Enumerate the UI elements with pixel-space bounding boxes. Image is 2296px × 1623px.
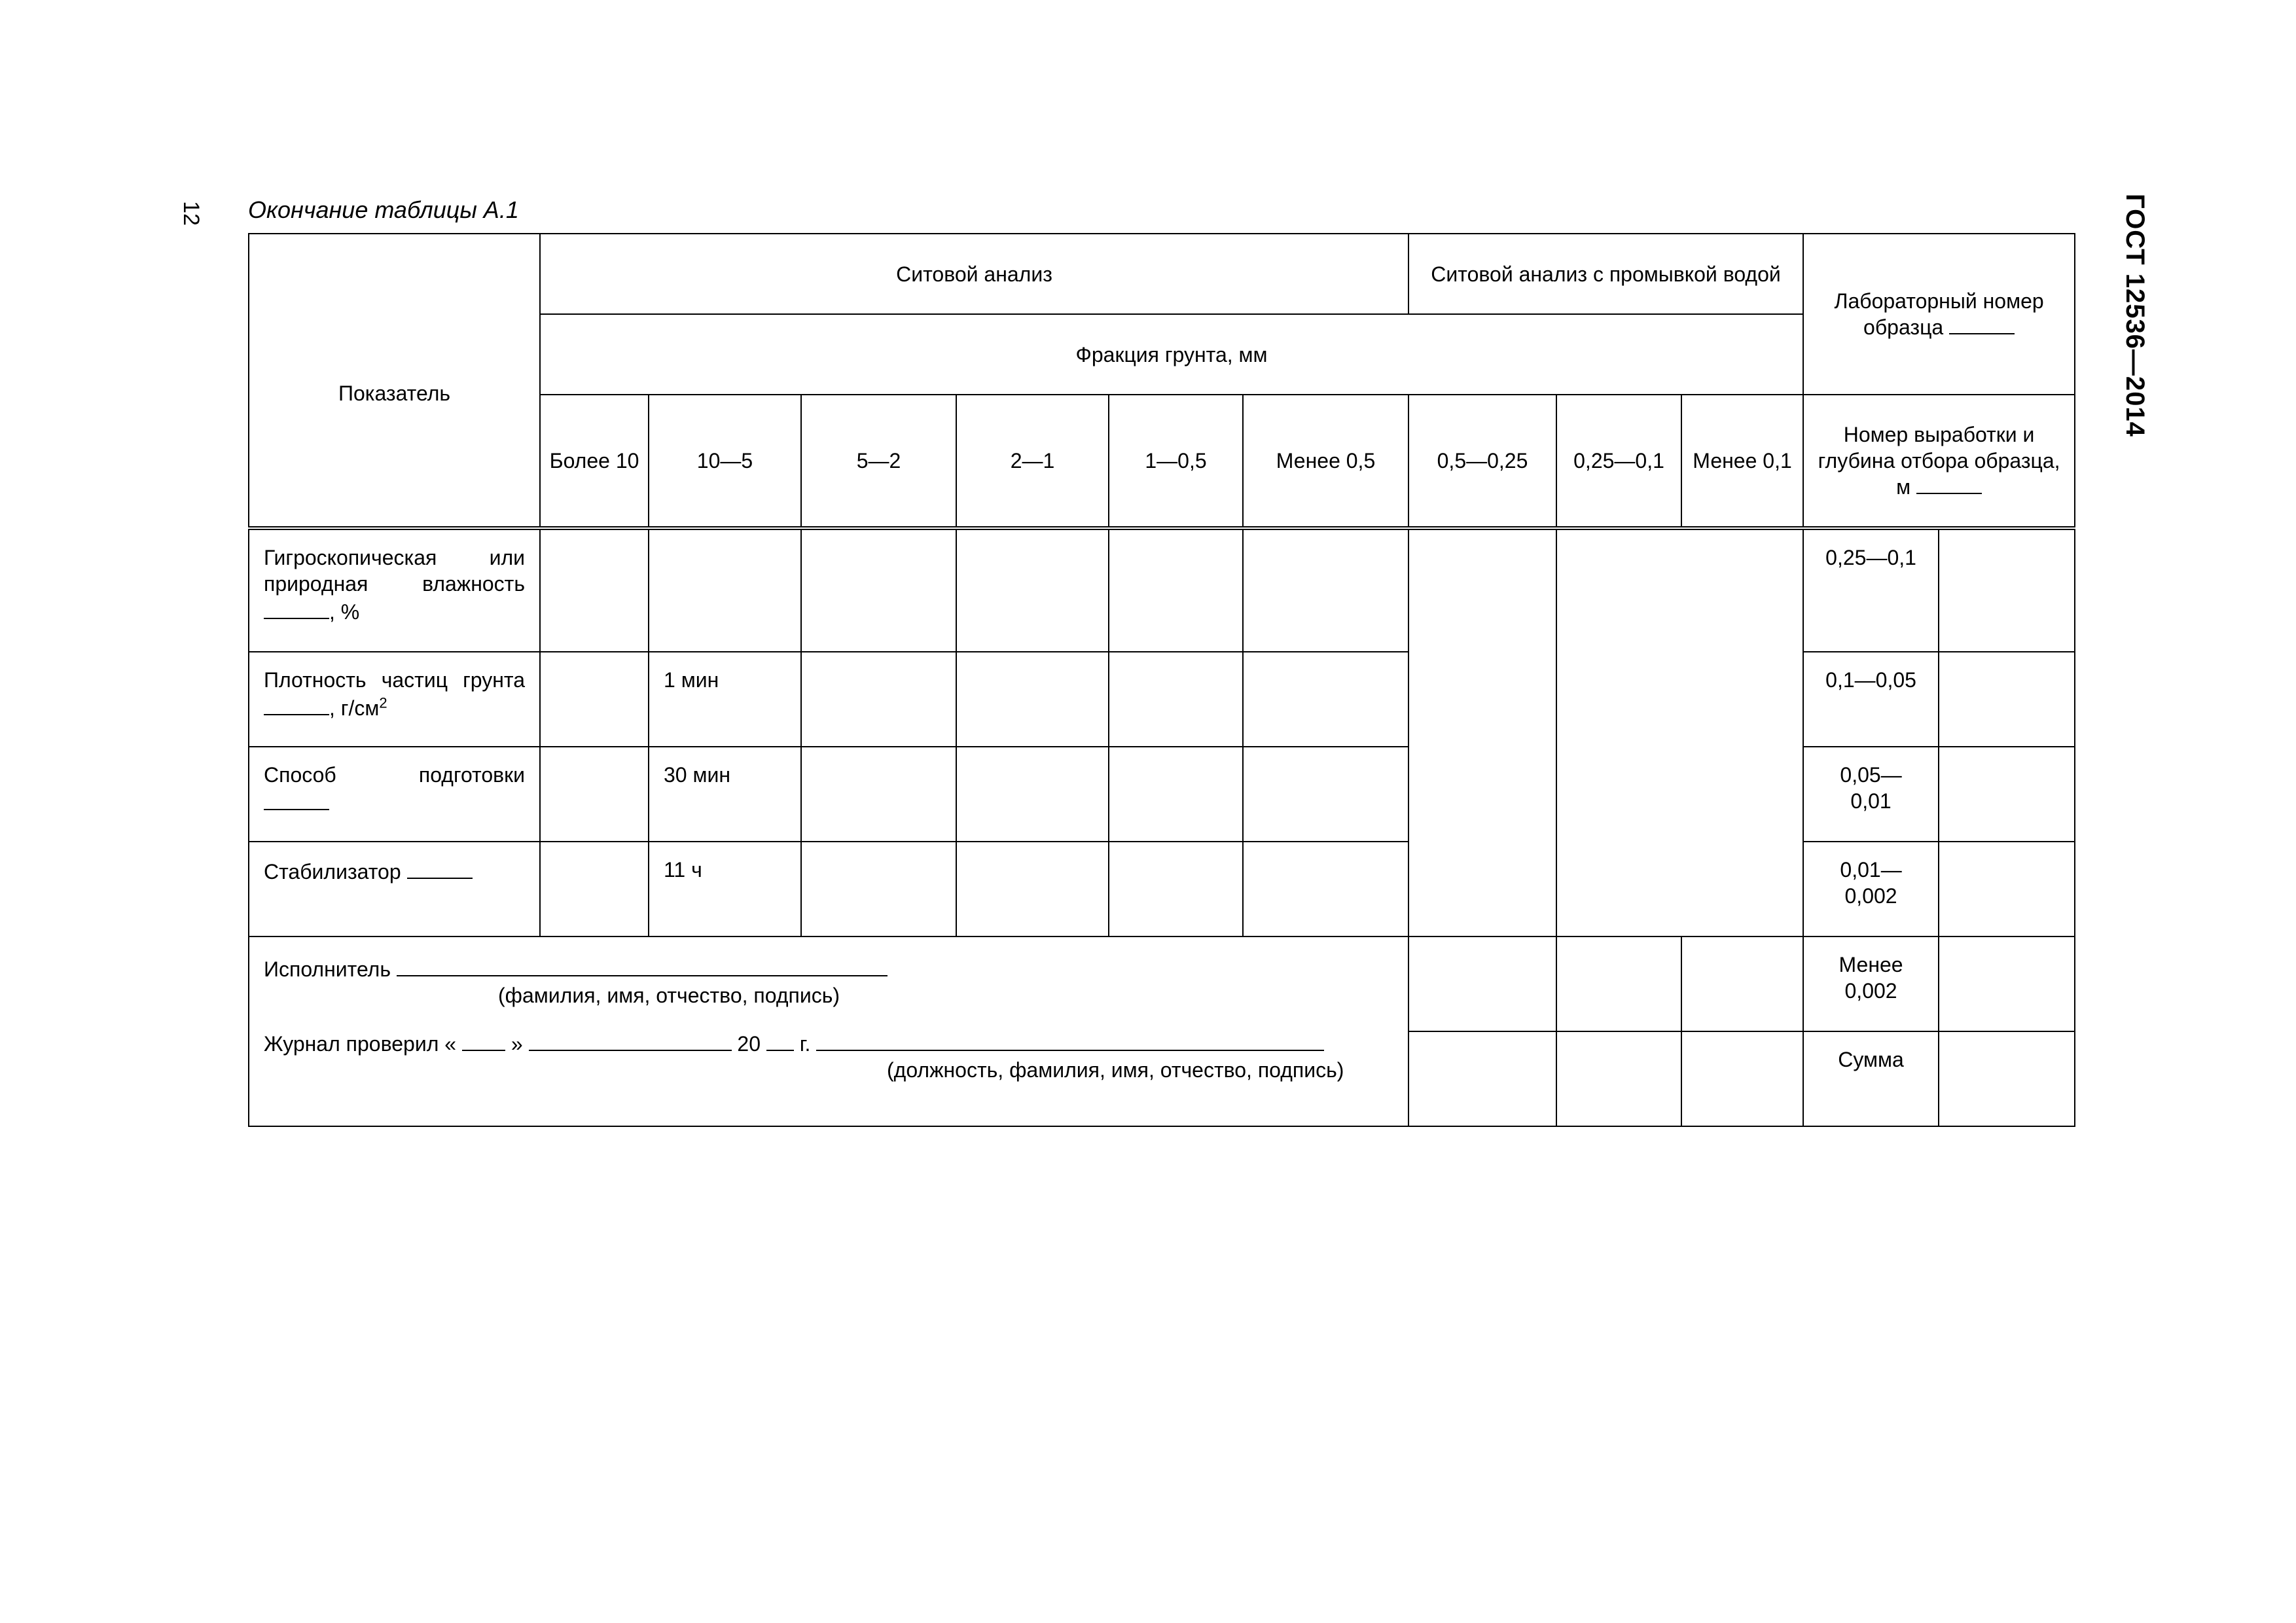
fraction-col-6: Менее 0,5	[1243, 395, 1408, 528]
row-density-unit-sup: 2	[379, 694, 387, 711]
cell[interactable]	[801, 842, 956, 936]
row-density-unit: , г/см	[329, 696, 380, 720]
row-time-3: 11 ч	[649, 842, 801, 936]
row-preparation-label	[249, 747, 540, 842]
checked-label: Журнал проверил «	[264, 1032, 457, 1056]
cell[interactable]	[1939, 747, 2075, 842]
cell[interactable]	[1109, 842, 1243, 936]
row-density-text: Плотность частиц грунта	[264, 668, 525, 692]
header-lab-number-label: Лабораторный номер образца	[1834, 289, 2044, 339]
cell[interactable]	[1939, 1031, 2075, 1126]
executor-line	[264, 954, 1393, 1017]
checked-signature-field[interactable]	[816, 1029, 1324, 1051]
cell[interactable]	[540, 528, 649, 652]
row-fraction-2: 0,1—0,05	[1803, 652, 1939, 747]
fraction-col-1: Более 10	[540, 395, 649, 528]
page-number: 12	[179, 201, 204, 226]
humidity-blank[interactable]	[264, 597, 329, 619]
cell[interactable]	[1243, 747, 1408, 842]
cell[interactable]	[956, 528, 1109, 652]
cell[interactable]	[1681, 936, 1803, 1031]
cell[interactable]	[1681, 1031, 1803, 1126]
row-preparation-text: Способ подготовки	[264, 763, 525, 787]
cell[interactable]	[1243, 842, 1408, 936]
cell[interactable]	[1109, 652, 1243, 747]
fraction-col-5: 1—0,5	[1109, 395, 1243, 528]
lab-number-blank[interactable]	[1949, 314, 2015, 334]
header-indicator	[249, 234, 540, 528]
row-fraction-1: 0,25—0,1	[1803, 528, 1939, 652]
row-stabilizer-text: Стабилизатор	[264, 860, 401, 883]
cell[interactable]	[1556, 936, 1681, 1031]
signature-block	[249, 936, 1408, 1126]
merged-cell-washing-1[interactable]	[1408, 528, 1556, 936]
header-sieve-with-washing: Ситовой анализ с промывкой водой	[1408, 234, 1803, 314]
fraction-col-9: Менее 0,1	[1681, 395, 1803, 528]
checked-year-suffix: г.	[799, 1032, 811, 1056]
header-sieve-analysis: Ситовой анализ	[540, 234, 1408, 314]
preparation-blank[interactable]	[264, 788, 329, 810]
cell[interactable]	[540, 652, 649, 747]
checked-year-field[interactable]	[766, 1029, 794, 1051]
checked-year: 20	[737, 1032, 761, 1056]
document-code: ГОСТ 12536—2014	[2121, 194, 2149, 437]
row-humidity-text: Гигроскопическая или природная влажность	[264, 546, 525, 596]
cell[interactable]	[801, 747, 956, 842]
cell[interactable]	[956, 747, 1109, 842]
fraction-col-2: 10—5	[649, 395, 801, 528]
checked-day-field[interactable]	[462, 1029, 505, 1051]
stabilizer-blank[interactable]	[407, 857, 473, 879]
cell[interactable]	[1109, 528, 1243, 652]
header-soil-fraction: Фракция грунта, мм	[540, 314, 1803, 395]
executor-hint: (фамилия, имя, отчество, подпись)	[498, 984, 840, 1007]
header-workings-depth	[1803, 395, 2075, 528]
cell[interactable]	[956, 652, 1109, 747]
row-time-1: 1 мин	[649, 652, 801, 747]
row-humidity-label	[249, 528, 540, 652]
cell[interactable]	[540, 747, 649, 842]
header-workings-depth-label: Номер выработки и глубина отбора образца, м	[1818, 423, 2060, 499]
row-fraction-3: 0,05—0,01	[1803, 747, 1939, 842]
fraction-col-3: 5—2	[801, 395, 956, 528]
executor-signature-field[interactable]	[397, 954, 888, 976]
cell[interactable]	[1243, 652, 1408, 747]
checked-line	[264, 1029, 1393, 1083]
row-time-2: 30 мин	[649, 747, 801, 842]
checked-month-field[interactable]	[529, 1029, 732, 1051]
workings-depth-blank[interactable]	[1916, 474, 1982, 494]
cell[interactable]	[801, 528, 956, 652]
cell[interactable]	[649, 528, 801, 652]
cell[interactable]	[1408, 1031, 1556, 1126]
cell[interactable]	[1109, 747, 1243, 842]
cell[interactable]	[540, 842, 649, 936]
cell[interactable]	[1408, 936, 1556, 1031]
merged-cell-washing-2[interactable]	[1556, 528, 1803, 936]
cell[interactable]	[1939, 936, 2075, 1031]
cell[interactable]	[1939, 652, 2075, 747]
row-sum: Сумма	[1803, 1031, 1939, 1126]
row-humidity-unit: , %	[329, 600, 360, 624]
sieve-analysis-table	[248, 233, 2075, 1127]
checked-hint: (должность, фамилия, имя, отчество, подпись)	[887, 1058, 1344, 1082]
row-stabilizer-label	[249, 842, 540, 936]
fraction-col-8: 0,25—0,1	[1556, 395, 1681, 528]
header-indicator-label: Показатель	[338, 382, 451, 405]
fraction-col-7: 0,5—0,25	[1408, 395, 1556, 528]
checked-close: »	[511, 1032, 523, 1056]
cell[interactable]	[801, 652, 956, 747]
cell[interactable]	[1939, 528, 2075, 652]
cell[interactable]	[1939, 842, 2075, 936]
row-density-label	[249, 652, 540, 747]
cell[interactable]	[1243, 528, 1408, 652]
cell[interactable]	[956, 842, 1109, 936]
executor-label: Исполнитель	[264, 957, 391, 981]
density-blank[interactable]	[264, 693, 329, 715]
table-caption: Окончание таблицы А.1	[248, 196, 519, 223]
cell[interactable]	[1556, 1031, 1681, 1126]
fraction-col-4: 2—1	[956, 395, 1109, 528]
header-lab-number	[1803, 234, 2075, 395]
row-fraction-4: 0,01—0,002	[1803, 842, 1939, 936]
row-less-0002: Менее 0,002	[1803, 936, 1939, 1031]
